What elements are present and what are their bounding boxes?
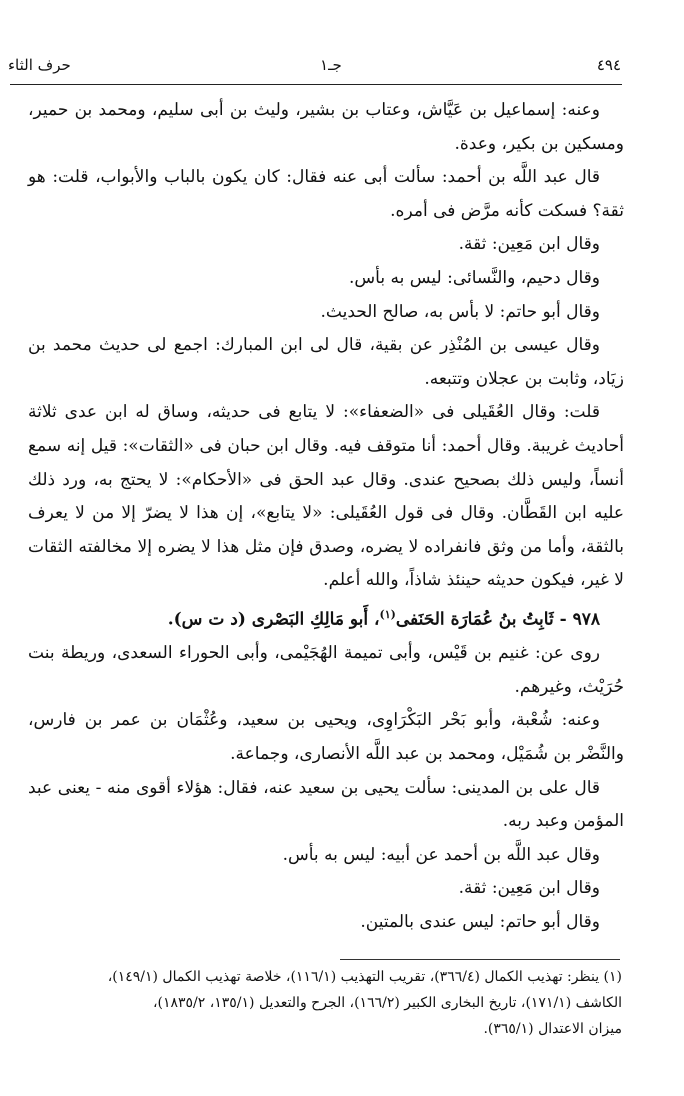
paragraph: وقال عيسى بن المُنْذِر عن بقية، قال لى ابن المبارك: اجمع لى حديث محمد بن زيَاد، وثابت بن عجلان وتتبعه. (28, 335, 624, 389)
footnote (28, 964, 622, 1042)
page-header (0, 56, 684, 80)
footnote-line: (١) ينظر: تهذيب الكمال (٣٦٦/٤)، تقريب التهذيب (١١٦/١)، خلاصة تهذيب الكمال (١٤٩/١)، (107, 969, 622, 985)
paragraph: وعنه: شُعْبة، وأبو بَحْر البَكْرَاوِى، ويحيى بن سعيد، وعُثْمَان بن عمر بن فارس، والنَّضْر بن شُمَيْل، ومحمد بن عبد اللَّه الأنصارى، وجماعة. (28, 710, 624, 764)
entry-number: ٩٧٨ - (559, 609, 600, 630)
footnote-separator (340, 959, 620, 960)
entry-symbols: (د ت س). (167, 609, 246, 630)
entry-heading (28, 598, 624, 637)
page-number: ٤٩٤ (596, 56, 621, 74)
footnote-line: الكاشف (١٧١/١)، تاريخ البخارى الكبير (١٦٦/٢)، الجرح والتعديل (١٣٥/١، ١٨٣٥/٢)، (152, 995, 622, 1011)
paragraph: وقال أبو حاتم: ليس عندى بالمتين. (360, 911, 600, 932)
paragraph: قلت: وقال العُقَيلى فى «الضعفاء»: لا يتابع فى حديثه، وساق له ابن عدى ثلاثة أحاديث غريبة. وقال أحمد: أنا متوقف فيه. وقال ابن حبان فى «الثقات»: قيل إنه سمع أنساً، وليس ذلك بصحيح عندى. وقال عبد الحق فى «الأحكام»: لا يحتج به، ورد ذلك عليه ابن القَطَّان. وقال فى قول العُقَيلى: «لا يتابع»، إن هذا لا يضرّ إلا من لا يعرف بالثقة، وأما من وثق فانفراده لا يضره، وصدق فإن مثل هذا لا يضره إلا مخالفته الثقات لا غير، فيكون حديثه حينئذ شاذاً، والله أعلم. (28, 402, 624, 591)
main-text (28, 94, 624, 940)
paragraph: وقال ابن مَعِين: ثقة. (458, 234, 600, 255)
entry-kunya: ، أَبو مَالِكِ البَصْرى (251, 609, 380, 630)
paragraph: وقال عبد اللَّه بن أحمد عن أبيه: ليس به بأس. (282, 844, 600, 865)
paragraph: قال على بن المدينى: سألت يحيى بن سعيد عنه، فقال: هؤلاء أقوى منه - يعنى عبد المؤمن وعبد ربه. (28, 777, 624, 832)
paragraph: وقال أبو حاتم: لا بأس به، صالح الحديث. (320, 301, 600, 322)
paragraph: وقال ابن مَعِين: ثقة. (458, 878, 600, 899)
volume-label: جـ١ (320, 56, 342, 74)
footnote-line: ميزان الاعتدال (٣٦٥/١). (483, 1021, 622, 1037)
entry-name: ثَابِتُ بنُ عُمَارَة الحَنَفى (395, 609, 554, 630)
footnote-ref: (١) (379, 607, 396, 621)
section-title: حرف الثاء (8, 56, 71, 74)
paragraph: وقال دحيم، والنَّسائى: ليس به بأس. (348, 267, 600, 288)
paragraph: قال عبد اللَّه بن أحمد: سألت أبى عنه فقال: كان يكون بالباب والأبواب، قلت: هو ثقة؟ فسكت كأنه مرَّض فى أمره. (28, 167, 624, 221)
paragraph: روى عن: غنيم بن قَيْس، وأبى تميمة الهُجَيْمى، وأبى الحوراء السعدى، وريطة بنت حُرَيْث، وغيرهم. (28, 643, 624, 697)
paragraph: وعنه: إسماعيل بن عَيَّاش، وعتاب بن بشير، وليث بن أبى سليم، ومحمد بن حمير، ومسكين بن بكير، وعدة. (28, 100, 624, 154)
header-rule (10, 84, 622, 85)
